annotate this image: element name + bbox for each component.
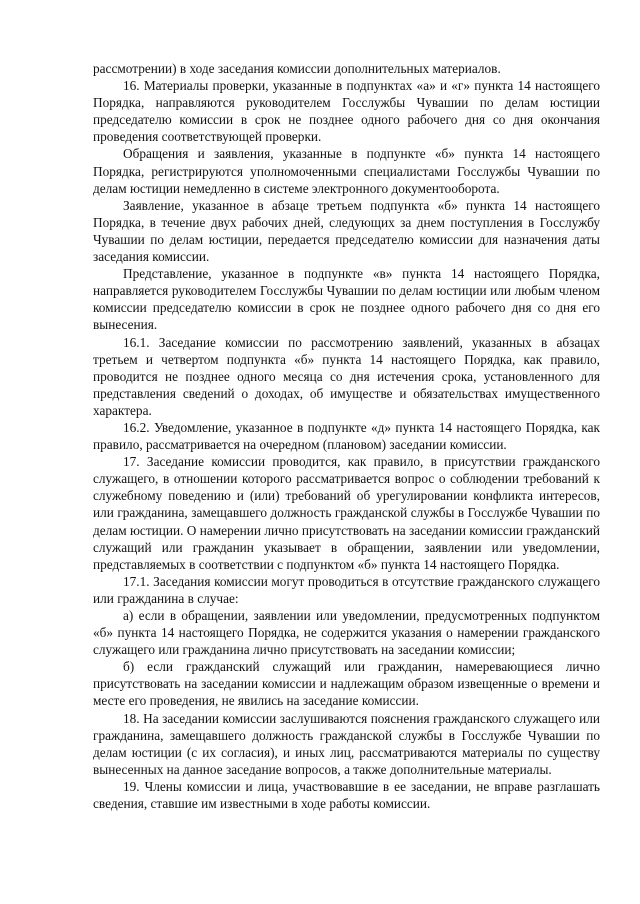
paragraph-statement-transfer: Заявление, указанное в абзаце третьем подпункта «б» пункта 14 настоящего Порядка, в течение двух рабочих дней, следующих за днем поступления в Госслужбу Чувашии по делам юстиции, передается председателю комиссии для назначения даты заседания комиссии. — [93, 197, 600, 265]
paragraph-item-19: 19. Члены комиссии и лица, участвовавшие в ее заседании, не вправе разглашать сведения, ставшие им известными в ходе работы комиссии. — [93, 778, 600, 812]
paragraph-item-17: 17. Заседание комиссии проводится, как правило, в присутствии гражданского служащего, в отношении которого рассматривается вопрос о соблюдении требований к служебному поведению и (или) требований об урегулировании конфликта интересов, или гражданина, замещавшего должность гражданской службы в Госслужбе Чувашии по делам юстиции. О намерении лично присутствовать на заседании комиссии гражданский служащий или гражданин указывает в обращении, заявлении или уведомлении, представляемых в соответствии с подпунктом «б» пункта 14 настоящего Порядка. — [93, 454, 600, 572]
paragraph-item-16-2: 16.2. Уведомление, указанное в подпункте «д» пункта 14 настоящего Порядка, как правило, рассматривается на очередном (плановом) заседании комиссии. — [93, 419, 600, 453]
paragraph-item-17-1: 17.1. Заседания комиссии могут проводиться в отсутствие гражданского служащего или гражданина в случае: — [93, 573, 600, 606]
paragraph-item-18: 18. На заседании комиссии заслушиваются пояснения гражданского служащего или гражданина, замещавшего должность гражданской службы в Госслужбе Чувашии по делам юстиции (с их согласия), и иных лиц, рассматриваются материалы по существу вынесенных на данное заседание вопросов, а также дополнительные материалы. — [93, 710, 600, 777]
paragraph-subitem-a: а) если в обращении, заявлении или уведомлении, предусмотренных подпунктом «б» пункта 14 настоящего Порядка, не содержится указания о намерении гражданского служащего или гражданина лично присутствовать на заседании комиссии; — [93, 608, 600, 658]
paragraph-continuation: рассмотрении) в ходе заседания комиссии дополнительных материалов. — [93, 61, 501, 76]
paragraph-submission: Представление, указанное в подпункте «в» пункта 14 настоящего Порядка, направляется руководителем Госслужбы Чувашии по делам юстиции или любым членом комиссии председателю комиссии в срок не позднее одного рабочего дня со дня его вынесения. — [93, 266, 600, 333]
paragraph-subitem-b: б) если гражданский служащий или гражданин, намеревающиеся лично присутствовать на заседании комиссии и надлежащим образом извещенные о времени и месте его проведения, не явились на заседание комиссии. — [93, 659, 600, 709]
paragraph-item-16-1: 16.1. Заседание комиссии по рассмотрению заявлений, указанных в абзацах третьем и четвертом подпункта «б» пункта 14 настоящего Порядка, как правило, проводится не позднее одного месяца со дня истечения срока, установленного для представления сведений о доходах, об имуществе и обязательствах имущественного характера. — [93, 334, 600, 418]
paragraph-appeals-registration: Обращения и заявления, указанные в подпункте «б» пункта 14 настоящего Порядка, регистрируются уполномоченными специалистами Госслужбы Чувашии по делам юстиции немедленно в системе электронного документооборота. — [93, 146, 600, 196]
paragraph-item-16: 16. Материалы проверки, указанные в подпунктах «а» и «г» пункта 14 настоящего Порядка, направляются руководителем Госслужбы Чувашии по делам юстиции председателю комиссии в срок не позднее одного рабочего дня со дня окончания проведения соответствующей проверки. — [93, 78, 600, 145]
